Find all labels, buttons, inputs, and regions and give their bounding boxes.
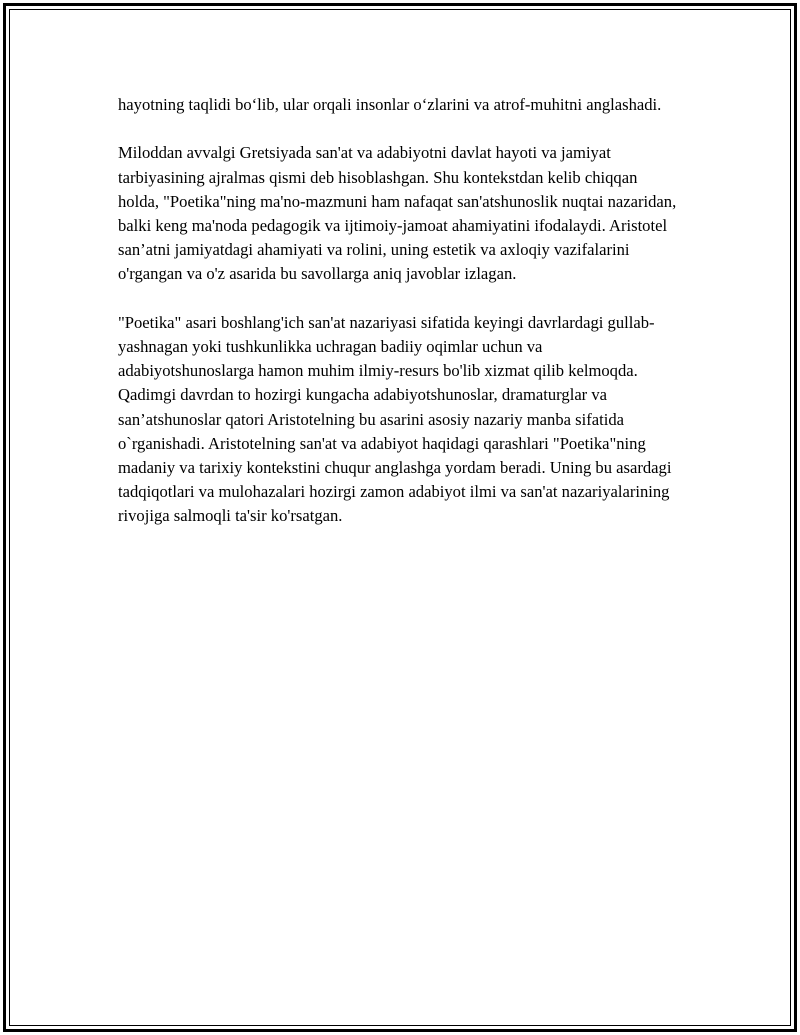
paragraph-2: Miloddan avvalgi Gretsiyada san'at va adabiyotni davlat hayoti va jamiyat tarbiyasining ajralmas qismi deb hisoblashgan. Shu kontekstdan kelib chiqqan holda, "Poetika"ning ma'no-mazmuni ham nafaqat san'atshunoslik nuqtai nazaridan, balki keng ma'noda pedagogik va ijtimoiy-jamoat ahamiyatini ifodalaydi. Aristotel san’atni jamiyatdagi ahamiyati va rolini, uning estetik va axloqiy vazifalarini o'rgangan va o'z asarida bu savollarga aniq javoblar izlagan. — [118, 143, 677, 284]
paragraph-1: hayotning taqlidi bo‘lib, ular orqali insonlar o‘zlarini va atrof-muhitni anglashadi. — [118, 95, 662, 114]
document-body — [118, 93, 678, 553]
paragraph-3: "Poetika" asari boshlang'ich san'at nazariyasi sifatida keyingi davrlardagi gullab-yashnagan yoki tushkunlikka uchragan badiiy oqimlar uchun va adabiyotshunoslarga hamon muhim ilmiy-resurs bo'lib xizmat qilib kelmoqda. Qadimgi davrdan to hozirgi kungacha adabiyotshunoslar, dramaturglar va san’atshunoslar qatori Aristotelning bu asarini asosiy nazariy manba sifatida o`rganishadi. Aristotelning san'at va adabiyot haqidagi qarashlari "Poetika"ning madaniy va tarixiy kontekstini chuqur anglashga yordam beradi. Uning bu asardagi tadqiqotlari va mulohazalari hozirgi zamon adabiyot ilmi va san'at nazariyalarining rivojiga salmoqli ta'sir ko'rsatgan. — [118, 312, 672, 526]
